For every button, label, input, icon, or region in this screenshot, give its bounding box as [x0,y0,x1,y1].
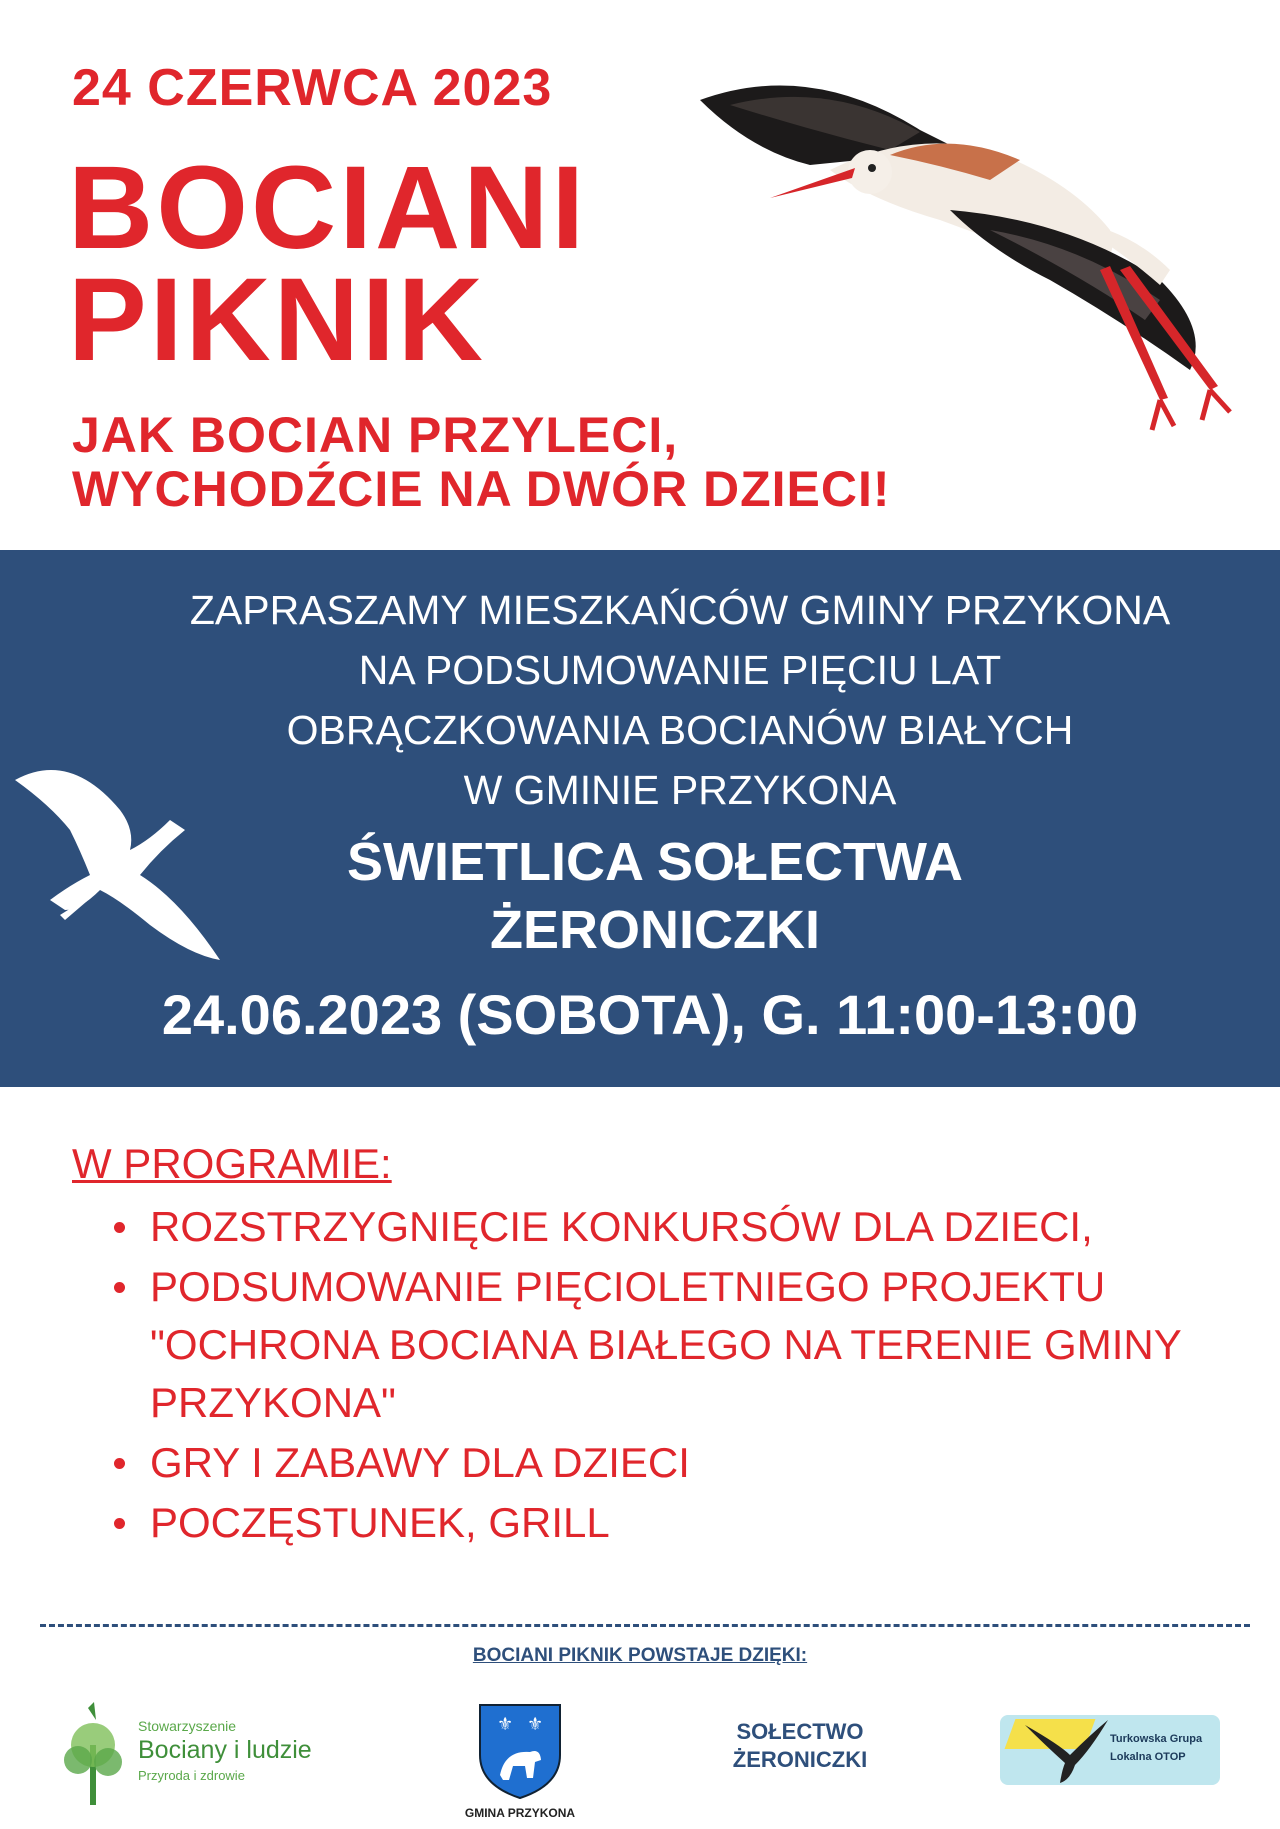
title-line-1: BOCIANI [68,142,588,274]
list-item: ROZSTRZYGNIĘCIE KONKURSÓW DLA DZIECI, [110,1198,1250,1256]
invite-line-1: ZAPRASZAMY MIESZKAŃCÓW GMINY PRZYKONA [189,587,1171,633]
otop-line-2: Lokalna OTOP [1110,1751,1186,1763]
event-datetime: 24.06.2023 (SOBOTA), G. 11:00-13:00 [161,983,1139,1046]
otop-line-1: Turkowska Grupa [1110,1733,1203,1745]
list-item: PODSUMOWANIE PIĘCIOLETNIEGO PROJEKTU "OCHRONA BOCIANA BIAŁEGO NA TERENIE GMINY PRZYKONA" [110,1258,1250,1432]
swallow-icon [1020,1715,1110,1785]
event-title [68,142,588,386]
list-item: POCZĘSTUNEK, GRILL [110,1494,1250,1552]
solectwo-line-2: ŻERONICZKI [732,1747,868,1772]
section-divider [40,1624,1250,1627]
solectwo-logo [700,1718,900,1774]
bociany-top-text: Stowarzyszenie [138,1718,237,1734]
program-list [110,1198,1250,1554]
tree-icon [58,1700,128,1810]
list-item: GRY I ZABAWY DLA DZIECI [110,1434,1250,1492]
bociany-i-ludzie-logo [58,1700,358,1810]
svg-text:⚜: ⚜ [527,1714,544,1735]
venue-line-2: ŻERONICZKI [490,900,820,960]
solectwo-line-1: SOŁECTWO [736,1719,864,1744]
venue-line-1: ŚWIETLICA SOŁECTWA [347,832,963,892]
otop-logo [1000,1705,1230,1805]
invite-line-3: OBRĄCZKOWANIA BOCIANÓW BIAŁYCH [286,707,1074,753]
sponsors-heading: BOCIANI PIKNIK POWSTAJE DZIĘKI: [472,1645,808,1666]
title-line-2: PIKNIK [68,254,486,386]
invitation-text [130,580,1230,820]
program-heading: W PROGRAMIE: [72,1140,392,1187]
invite-line-4: W GMINIE PRZYKONA [463,767,897,813]
invitation-banner [0,550,1280,1087]
coat-of-arms-icon [475,1700,565,1800]
subtitle-line-2: WYCHODŹCIE NA DWÓR DZIECI! [72,461,891,517]
venue-name [130,828,1180,964]
svg-text:⚜: ⚜ [497,1714,514,1735]
event-date: 24 CZERWCA 2023 [72,59,553,117]
gmina-text: GMINA PRZYKONA [464,1806,576,1820]
subtitle-line-1: JAK BOCIAN PRZYLECI, [72,407,679,463]
invite-line-2: NA PODSUMOWANIE PIĘCIU LAT [358,647,1002,693]
flying-stork-image [690,70,1250,450]
bociany-sub-text: Przyroda i zdrowie [138,1768,245,1783]
bociany-name-text: Bociany i ludzie [138,1736,312,1764]
gmina-przykona-logo [440,1700,600,1825]
